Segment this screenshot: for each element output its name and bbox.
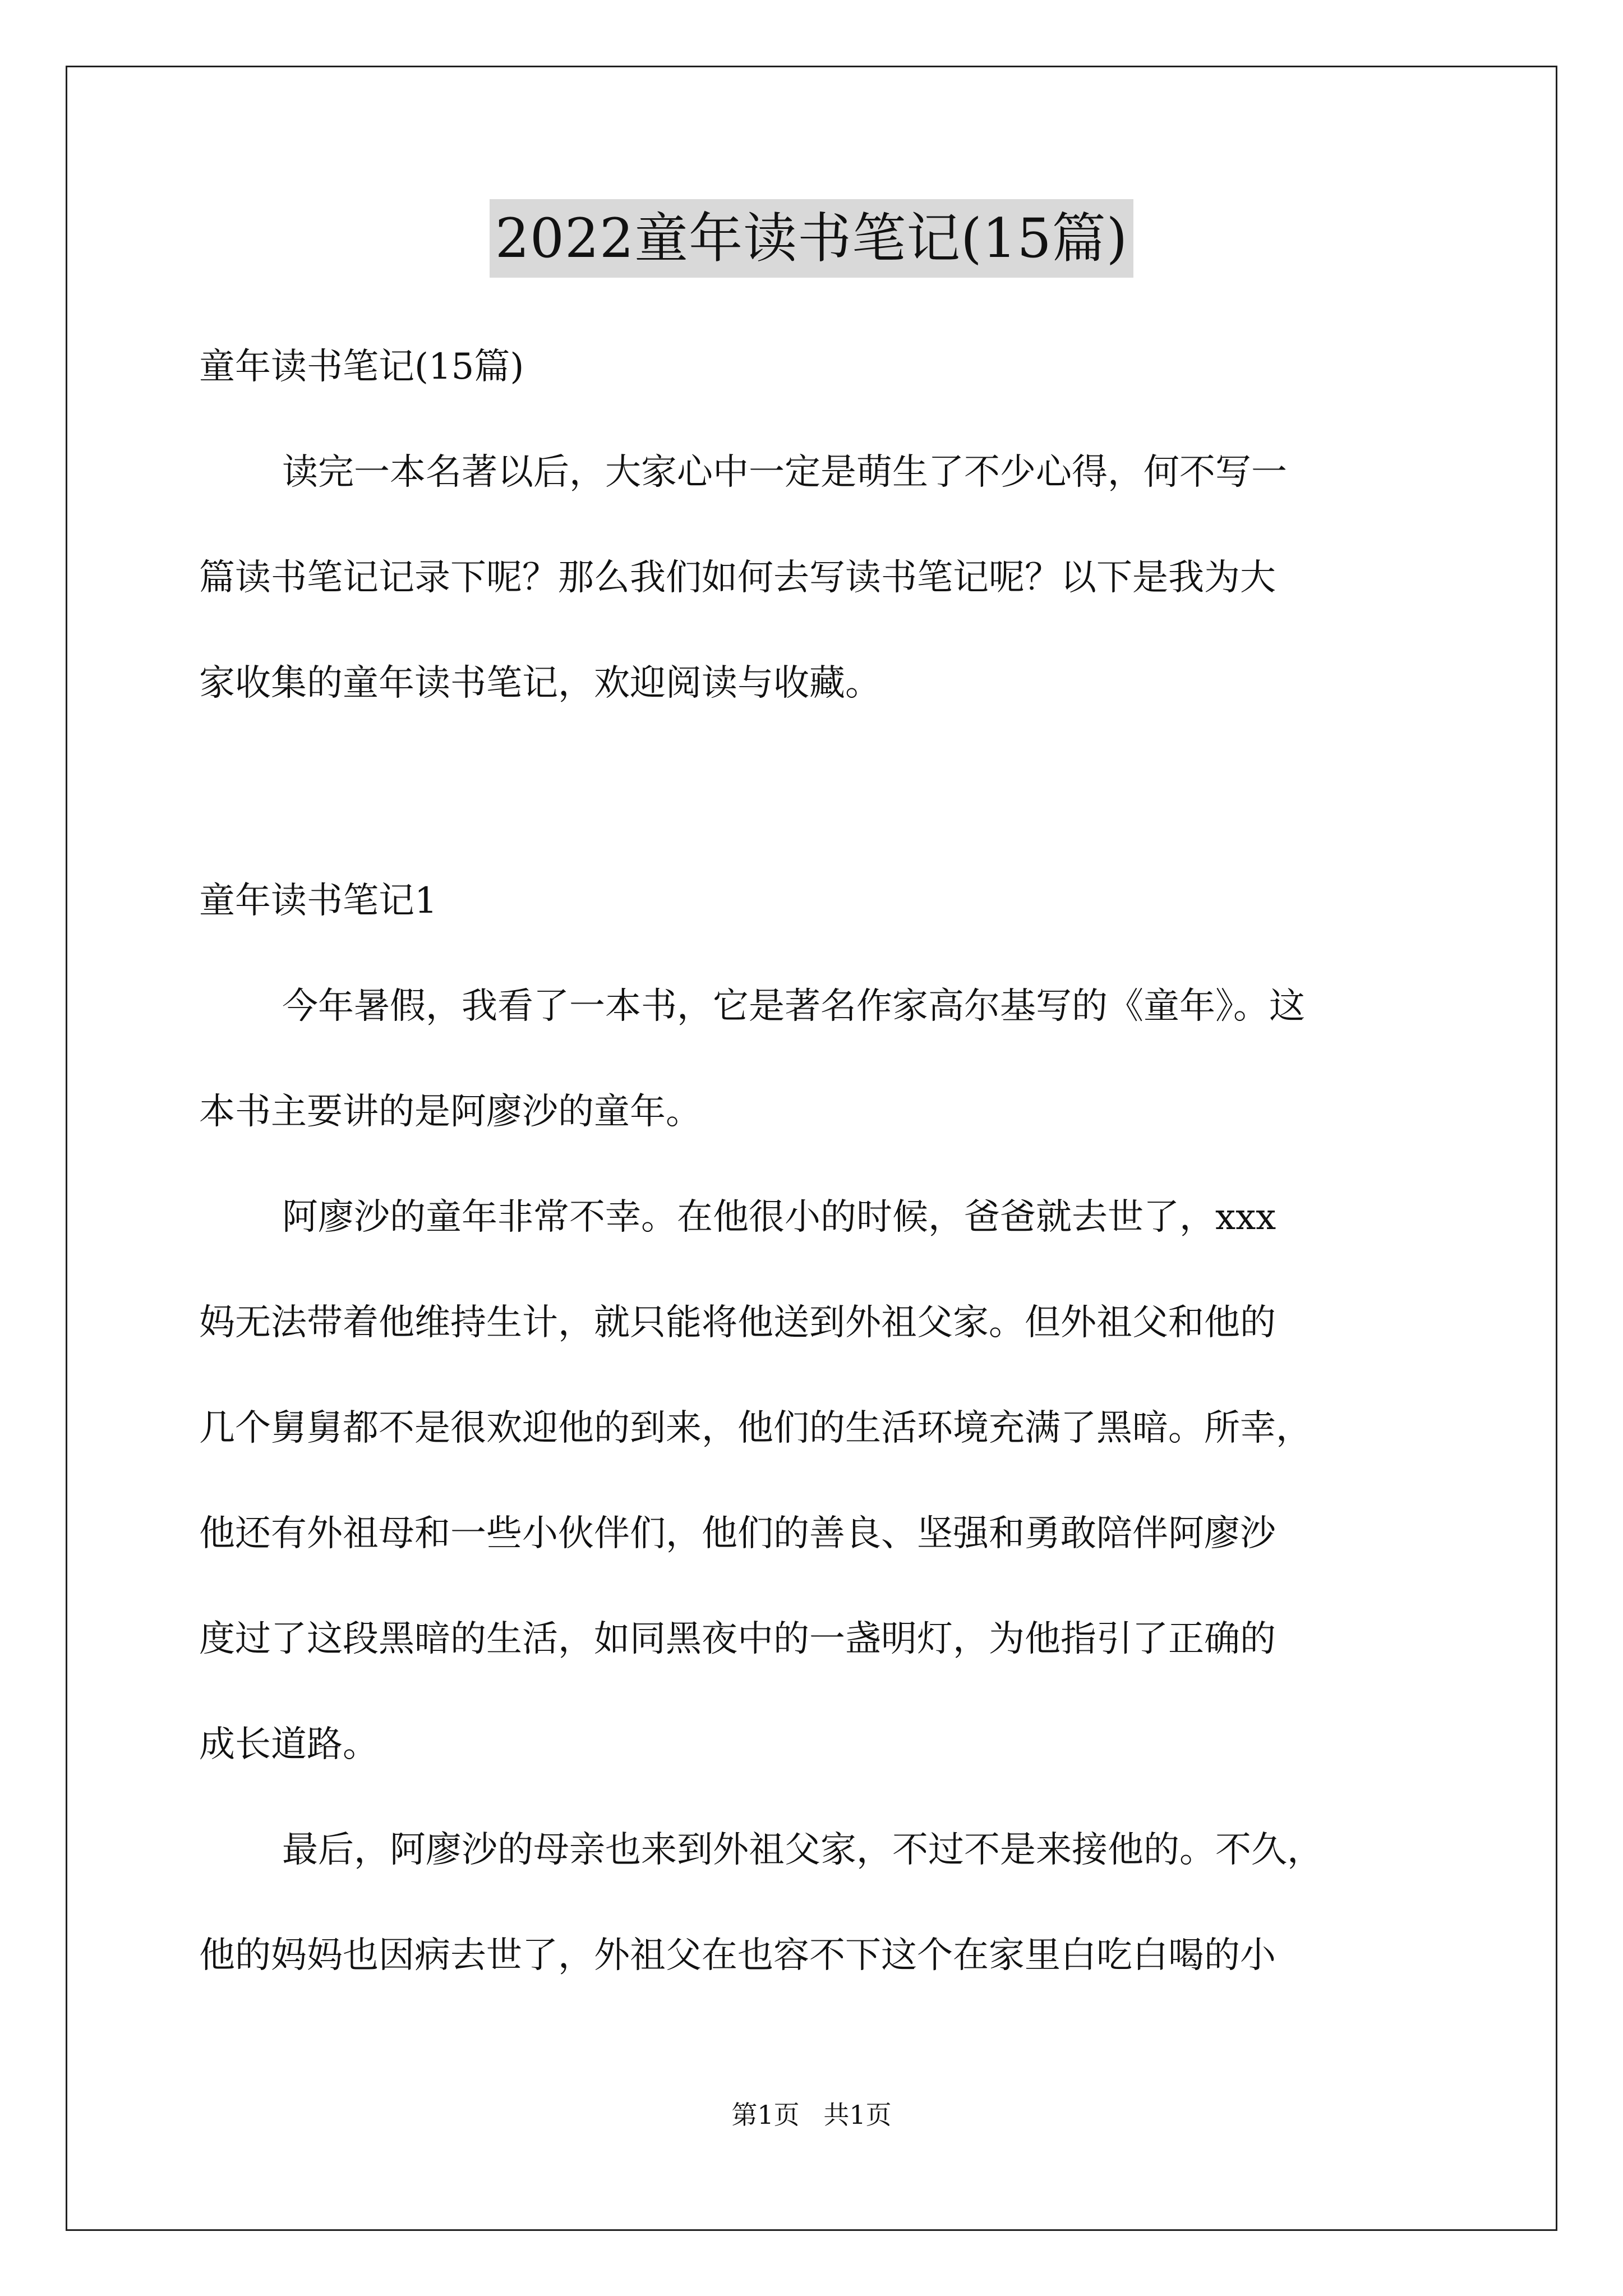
document-body [199, 314, 1433, 2008]
page-footer [0, 2098, 1623, 2132]
intro-line: 读完一本名著以后，大家心中一定是萌生了不少心得，何不写一 [282, 452, 1287, 493]
section-heading: 童年读书笔记1 [199, 880, 437, 922]
paragraph-line: 度过了这段黑暗的生活，如同黑夜中的一盏明灯，为他指引了正确的 [199, 1618, 1276, 1660]
total-pages: 共1页 [823, 2100, 892, 2130]
paragraph-line: 最后，阿廖沙的母亲也来到外祖父家，不过不是来接他的。不久， [282, 1829, 1323, 1871]
section-spacer [199, 736, 1433, 848]
paragraph-line: 阿廖沙的童年非常不幸。在他很小的时候，爸爸就去世了，xxx [282, 1197, 1276, 1238]
document-title: 2022童年读书笔记(15篇) [490, 199, 1133, 278]
paragraph-line: 今年暑假，我看了一本书，它是著名作家高尔基写的《童年》。这 [282, 986, 1305, 1027]
paragraph-line: 本书主要讲的是阿廖沙的童年。 [199, 1091, 702, 1133]
paragraph-line: 他还有外祖母和一些小伙伴们，他们的善良、坚强和勇敢陪伴阿廖沙 [199, 1513, 1276, 1554]
paragraph-line: 妈无法带着他维持生计，就只能将他送到外祖父家。但外祖父和他的 [199, 1302, 1276, 1343]
paragraph-line: 成长道路。 [199, 1724, 379, 1765]
paragraph-line: 几个舅舅都不是很欢迎他的到来，他们的生活环境充满了黑暗。所幸， [199, 1407, 1312, 1449]
paragraph-line: 他的妈妈也因病去世了，外祖父在也容不下这个在家里白吃白喝的小 [199, 1935, 1276, 1976]
page-number: 第1页 [731, 2100, 800, 2130]
subtitle: 童年读书笔记(15篇) [199, 346, 524, 388]
intro-line: 篇读书笔记记录下呢？那么我们如何去写读书笔记呢？以下是我为大 [199, 557, 1276, 599]
intro-line: 家收集的童年读书笔记，欢迎阅读与收藏。 [199, 662, 881, 704]
title-container [0, 199, 1623, 278]
